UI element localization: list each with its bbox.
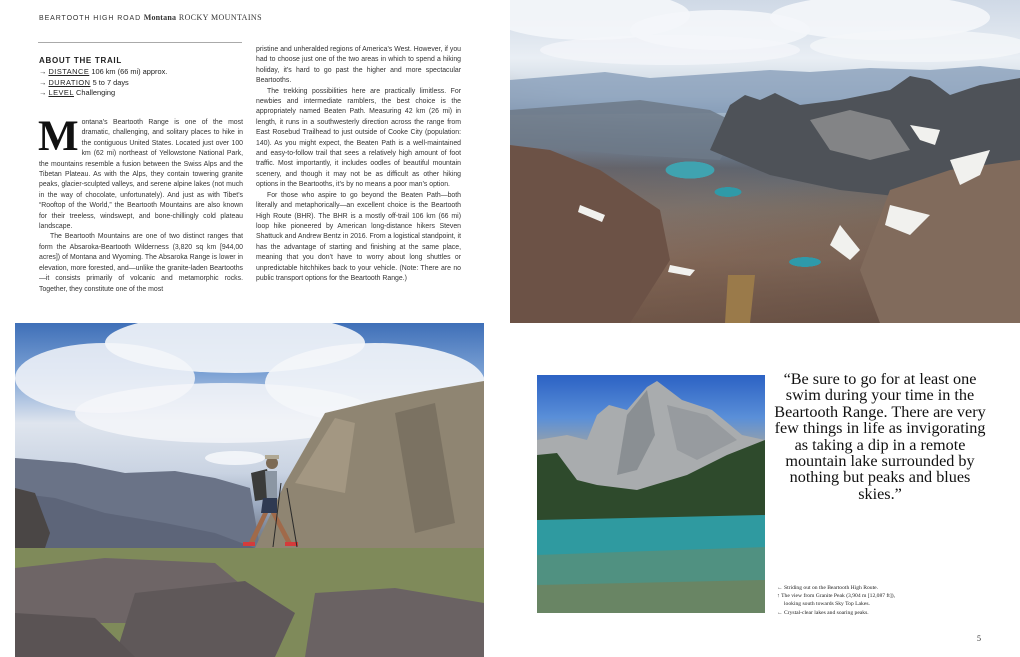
article-column-2 <box>256 45 461 284</box>
about-item-label: DISTANCE <box>48 67 90 77</box>
running-head <box>39 13 262 22</box>
about-item-value: 106 km (66 mi) approx. <box>91 67 168 77</box>
about-item-duration <box>39 78 167 88</box>
article-paragraph: The Beartooth Mountains are one of two distinct ranges that form the Absaroka-Beartooth Wilderness (3,820 sq km [944,00 acres]) of Montana and Wyoming. The Absaroka Range is lower in elevation, more forested, and—unlike the granite-laden Beartooths—it consists primarily of volcanic and metamorphic rocks. Together, they constitute one of the most <box>39 233 243 293</box>
about-item-value: 5 to 7 days <box>92 77 129 87</box>
caption-text: Crystal-clear lakes and soaring peaks. <box>784 609 869 616</box>
arrow-right-icon: → <box>39 77 47 87</box>
running-head-section: BEARTOOTH HIGH ROAD <box>39 15 142 22</box>
about-trail-box <box>39 56 167 99</box>
arrow-up-icon: ↑ <box>777 593 780 600</box>
arrow-left-icon: ← <box>777 609 783 616</box>
about-item-distance <box>39 67 167 77</box>
about-item-level <box>39 88 167 98</box>
caption-continuation: looking south towards Sky Top Lakes. <box>784 601 870 608</box>
article-paragraph: pristine and unheralded regions of America’s West. However, if you had to choose just one of the two areas in which to spend a hiking holiday, it’s hard to go past the higher and more spectacular Beartooths. <box>256 46 461 85</box>
header-rule <box>38 42 242 43</box>
article-paragraph <box>38 113 243 232</box>
caption-text: Striding out on the Beartooth High Route. <box>784 585 878 591</box>
about-item-label: DURATION <box>48 77 91 87</box>
caption-item <box>777 584 895 592</box>
photo-granite-peak-view <box>510 0 1020 323</box>
drop-cap: M <box>38 113 79 160</box>
about-item-value: Challenging <box>76 88 116 98</box>
running-head-region: ROCKY MOUNTAINS <box>178 13 262 22</box>
page-number: 5 <box>977 634 981 643</box>
pull-quote: “Be sure to go for at least one swim during your time in the Beartooth Range. There are very few things in life as invigorating as taking a dip in a remote mountain lake surrounded by nothing but peaks and blues skies.” <box>774 370 986 503</box>
photo-hiker-high-route <box>15 323 484 657</box>
running-head-state: Montana <box>143 13 177 22</box>
paragraph-text: ontana’s Beartooth Range is one of the most dramatic, challenging, and solitary places to hike in the contiguous United States. Located just over 100 km (62 mi) northeast of Yellowstone National Park, the mountains resemble a fusion between the Swiss Alps and the Tibetan Plateau. As with the Alps, they contain towering granite peaks, glacier-sculpted valleys, and serene alpine lakes (not much in the way of chocolate, unfortunately). And just as with Tibet’s “Rooftop of the World,” the Beartooth Mountains are also known for their treeless, windswept, and bone-chillingly cold plateau landscape. <box>39 119 243 231</box>
about-trail-title: ABOUT THE TRAIL <box>39 56 122 65</box>
about-item-label: LEVEL <box>48 88 74 98</box>
photo-captions <box>777 584 895 617</box>
caption-text: The view from Granite Peak (3,904 m [12,087 ft]), <box>781 593 895 600</box>
caption-item <box>777 592 895 600</box>
article-column-1 <box>38 113 243 295</box>
arrow-right-icon: → <box>39 67 47 77</box>
article-paragraph: The trekking possibilities here are practically limitless. For newbies and intermediate ramblers, the best choice is the appropriately named Beaten Path. Measuring 42 km (26 mi) in length, it runs in a southwesterly direction across the range from East Rosebud Trailhead to just outside of Cooke City (population: 140). As you might expect, the Beaten Path is a well-maintained and easy-to-follow trail that sees a relatively high amount of foot traffic. Most importantly, it includes oodles of beautiful mountain scenery, and though it may not be as difficult as other hiking options in the Beartooths, it’s by no means a poor man’s option. <box>256 87 461 189</box>
article-paragraph: For those who aspire to go beyond the Beaten Path—both literally and metaphorically—an excellent choice is the Beartooth High Route (BHR). The BHR is a mostly off-trail 106 km (66 mi) loop hike pioneered by American long-distance hikers Steven Shattuck and Andrew Bentz in 2016. From a logistical standpoint, it has the advantage of starting and finishing at the same place, meaning that you don’t have to worry about long shuttles or unpredictable hitchhikes back to your vehicle. (Note: There are no public transport options for the Beartooth Range.) <box>256 191 461 282</box>
caption-item <box>777 609 895 617</box>
arrow-left-icon: ← <box>777 585 783 591</box>
photo-crystal-clear-lake <box>537 375 765 613</box>
arrow-right-icon: → <box>39 88 47 98</box>
